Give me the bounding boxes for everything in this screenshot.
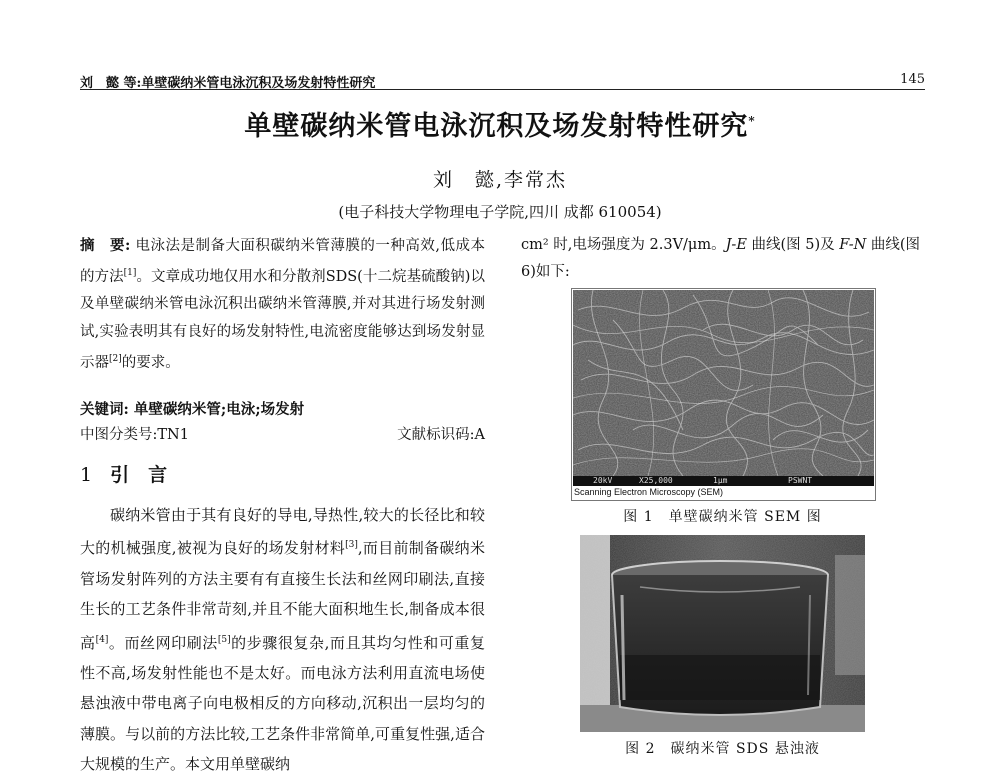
sem-voltage: 20kV bbox=[593, 476, 613, 485]
section-heading bbox=[80, 460, 167, 487]
paper-authors: 刘 懿,李常杰 bbox=[432, 169, 568, 191]
citation-4: [4] bbox=[95, 634, 109, 645]
sem-info-bar bbox=[573, 476, 874, 486]
figure-1 bbox=[571, 288, 876, 501]
header-rule bbox=[80, 89, 925, 90]
citation-1: [1] bbox=[123, 268, 137, 279]
je-curve-label: J-E bbox=[725, 237, 747, 253]
paper-title-text: 单壁碳纳米管电泳沉积及场发射特性研究 bbox=[244, 111, 749, 142]
citation-3: [3] bbox=[345, 540, 358, 551]
document-code: 文献标识码:A bbox=[397, 427, 485, 443]
right-column-text bbox=[521, 232, 926, 287]
fn-curve-label: F-N bbox=[839, 237, 867, 253]
citation-5: [5] bbox=[217, 634, 231, 645]
figure-2-beaker-photo bbox=[580, 535, 865, 732]
right-text-2: 曲线(图 5)及 bbox=[746, 237, 840, 253]
title-footnote-mark: * bbox=[748, 114, 756, 128]
page-number: 145 bbox=[900, 72, 925, 87]
intro-text-3: 。而丝网印刷法 bbox=[108, 633, 218, 652]
intro-text-1: 碳纳米管由于其有良好的导电,导热性,较大的长径比和较大的机械强度,被视为良好的场发射材料 bbox=[80, 506, 485, 558]
abstract bbox=[80, 232, 485, 377]
paper-affiliation: (电子科技大学物理电子学院,四川 成都 610054) bbox=[338, 203, 662, 221]
section-number: 1 bbox=[80, 464, 93, 486]
section-title: 引 言 bbox=[110, 464, 168, 486]
right-text-1: cm² 时,电场强度为 2.3V/μm。 bbox=[521, 237, 726, 253]
right-text-3: 曲线(图 6)如下: bbox=[521, 237, 921, 281]
keywords bbox=[80, 396, 485, 423]
classification-line bbox=[80, 422, 485, 449]
keywords-text: 单壁碳纳米管;电泳;场发射 bbox=[133, 401, 305, 418]
sem-sample-id: PSWNT bbox=[788, 476, 813, 485]
figure-2-caption: 图 2 碳纳米管 SDS 悬浊液 bbox=[625, 741, 820, 757]
keywords-label: 关键词: bbox=[80, 401, 129, 418]
paper-title bbox=[0, 104, 1000, 143]
intro-text-2: ,而目前制备碳纳米管场发射阵列的方法主要有有直接生长法和丝网印刷法,直接生长的工艺条件非常苛刻,并且不能大面积地生长,制备成本很高 bbox=[80, 539, 485, 652]
sem-scale-bar: 1μm bbox=[713, 476, 728, 485]
intro-text-4: 的步骤很复杂,而且其均匀性和可重复性不高,场发射性能也不是太好。而电泳方法利用直流电场使悬浊液中带电离子向电极相反的方向移动,沉积出一层均匀的薄膜。与以前的方法比较,工艺条件非常简单,可重复性强,适合大规模的生产。本文用单壁碳纳 bbox=[80, 633, 485, 774]
abstract-text-2: 。文章成功地仅用水和分散剂SDS(十二烷基硫酸钠)以及单壁碳纳米管电泳沉积出碳纳米管薄膜,并对其进行场发射测试,实验表明其有良好的场发射特性,电流密度能够达到场发射显示器 bbox=[80, 269, 485, 371]
figure-1-caption: 图 1 单壁碳纳米管 SEM 图 bbox=[623, 509, 822, 525]
clc-number: 中图分类号:TN1 bbox=[80, 427, 189, 443]
abstract-label: 摘 要: bbox=[80, 237, 131, 254]
abstract-text-3: 的要求。 bbox=[121, 354, 180, 371]
sem-micrograph bbox=[573, 290, 874, 476]
sem-inset-caption: Scanning Electron Microscopy (SEM) bbox=[574, 487, 724, 497]
sem-magnification: X25,000 bbox=[639, 476, 673, 485]
running-title: 刘 懿 等:单壁碳纳米管电泳沉积及场发射特性研究 bbox=[80, 76, 376, 91]
abstract-text-1: 电泳法是制备大面积碳纳米管薄膜的一种高效,低成本的方法 bbox=[80, 238, 485, 286]
citation-2: [2] bbox=[109, 354, 122, 365]
intro-paragraph bbox=[80, 500, 485, 774]
